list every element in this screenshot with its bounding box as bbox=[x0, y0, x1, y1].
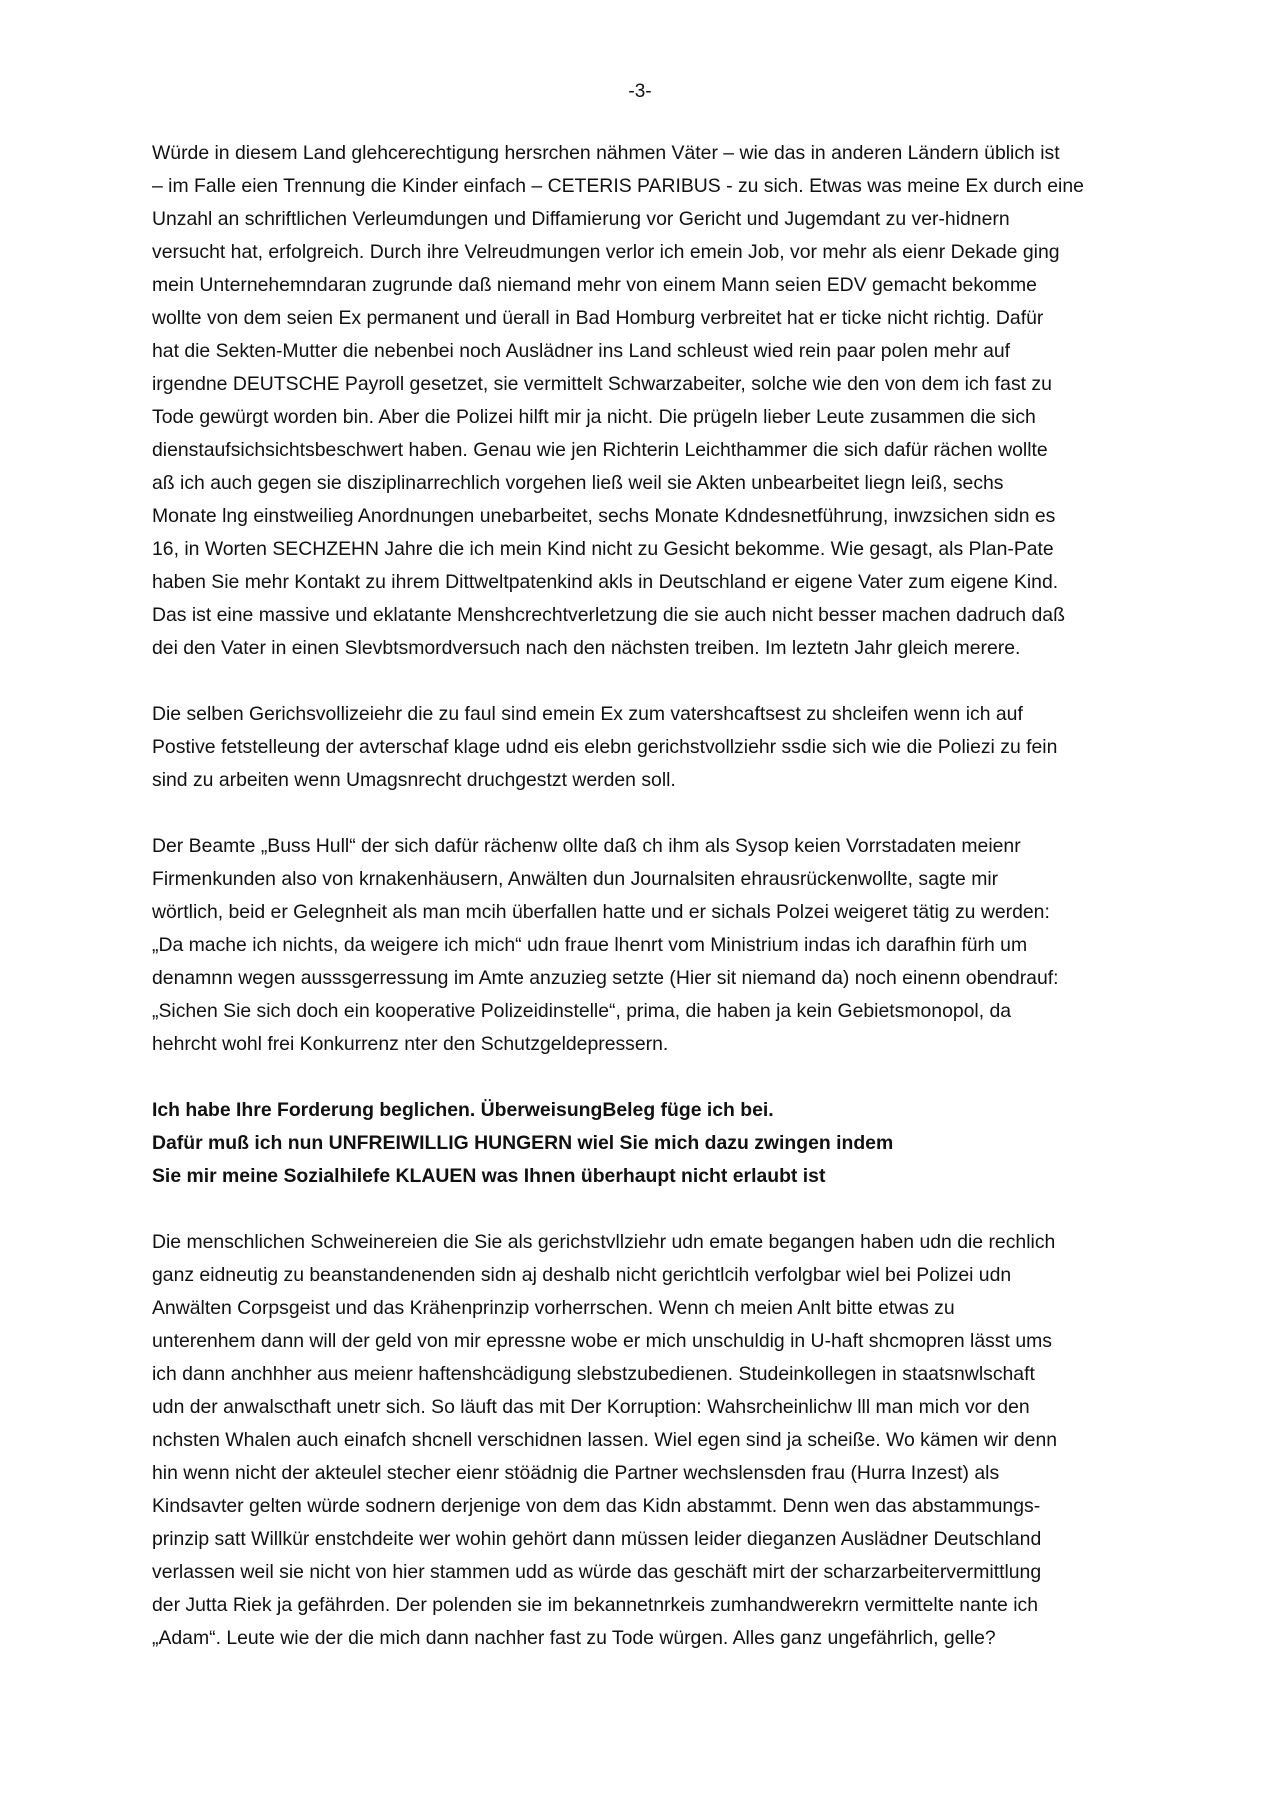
text-line: Würde in diesem Land glehcerechtigung hersrchen nähmen Väter – wie das in anderen Ländern üblich ist bbox=[152, 142, 1060, 164]
text-line: – im Falle eien Trennung die Kinder einfach – CETERIS PARIBUS - zu sich. Etwas was meine Ex durch eine bbox=[152, 175, 1084, 197]
text-line: Unzahl an schriftlichen Verleumdungen und Diffamierung vor Gericht und Jugemdant zu ver-hidnern bbox=[152, 208, 1010, 230]
text-line: hehrcht wohl frei Konkurrenz nter den Schutzgeldepressern. bbox=[152, 1033, 669, 1055]
text-line: Das ist eine massive und eklatante Menshcrechtverletzung die sie auch nicht besser machen dadruch daß bbox=[152, 604, 1065, 626]
document-body bbox=[152, 137, 1167, 1688]
text-line: hin wenn nicht der akteulel stecher eienr stöädnig die Partner wechslensden frau (Hurra Inzest) als bbox=[152, 1462, 1000, 1484]
text-line: Dafür muß ich nun UNFREIWILLIG HUNGERN wiel Sie mich dazu zwingen indem bbox=[152, 1132, 894, 1154]
text-line: udn der anwalscthaft unetr sich. So läuft das mit Der Korruption: Wahsrcheinlichw lll man mich vor den bbox=[152, 1396, 1030, 1418]
text-line: mein Unternehemndaran zugrunde daß niemand mehr von einem Mann seien EDV gemacht bekomme bbox=[152, 274, 1037, 296]
body-paragraph bbox=[152, 137, 1167, 665]
text-line: Sie mir meine Sozialhilefe KLAUEN was Ihnen überhaupt nicht erlaubt ist bbox=[152, 1165, 826, 1187]
text-line: irgendne DEUTSCHE Payroll gesetzet, sie vermittelt Schwarzabeiter, solche wie den von dem ich fast zu bbox=[152, 373, 1052, 395]
text-line: hat die Sekten-Mutter die nebenbei noch Auslädner ins Land schleust wied rein paar polen mehr auf bbox=[152, 340, 1011, 362]
text-line: ganz eidneutig zu beanstandenenden sidn aj deshalb nicht gerichtlcih verfolgbar wiel bei Polizei udn bbox=[152, 1264, 1012, 1286]
text-line: 16, in Worten SECHZEHN Jahre die ich mein Kind nicht zu Gesicht bekomme. Wie gesagt, als Plan-Pate bbox=[152, 538, 1054, 560]
body-paragraph bbox=[152, 1226, 1167, 1655]
text-line: Der Beamte „Buss Hull“ der sich dafür rächenw ollte daß ch ihm als Sysop keien Vorrstadaten meienr bbox=[152, 835, 1021, 857]
text-line: dei den Vater in einen Slevbtsmordversuch nach den nächsten treiben. Im leztetn Jahr gleich merere. bbox=[152, 637, 1021, 659]
text-line: „Adam“. Leute wie der die mich dann nachher fast zu Tode würgen. Alles ganz ungefährlich, gelle? bbox=[152, 1627, 996, 1649]
text-line: wörtlich, beid er Gelegnheit als man mcih überfallen hatte und er sichals Polzei weigeret tätig zu werden: bbox=[152, 901, 1050, 923]
text-line: Tode gewürgt worden bin. Aber die Polizei hilft mir ja nicht. Die prügeln lieber Leute zusammen die sich bbox=[152, 406, 1036, 428]
text-line: versucht hat, erfolgreich. Durch ihre Velreudmungen verlor ich emein Job, vor mehr als eienr Dekade ging bbox=[152, 241, 1060, 263]
text-line: Die selben Gerichsvollizeiehr die zu faul sind emein Ex zum vatershcaftsest zu shcleifen wenn ich auf bbox=[152, 703, 1023, 725]
text-line: denamnn wegen ausssgerressung im Amte anzuzieg setzte (Hier sit niemand da) noch einenn obendrauf: bbox=[152, 967, 1059, 989]
text-line: nchsten Whalen auch einafch shcnell verschidnen lassen. Wiel egen sind ja scheiße. Wo kämen wir denn bbox=[152, 1429, 1058, 1451]
text-line: Monate lng einstweilieg Anordnungen unebarbeitet, sechs Monate Kdndesnetführung, inwzsichen sidn es bbox=[152, 505, 1056, 527]
text-line: unterenhem dann will der geld von mir epressne wobe er mich unschuldig in U-haft shcmopren lässt ums bbox=[152, 1330, 1052, 1352]
body-paragraph bbox=[152, 698, 1167, 797]
text-line: Die menschlichen Schweinereien die Sie als gerichstvllziehr udn emate begangen haben udn die rechlich bbox=[152, 1231, 1056, 1253]
text-line: Firmenkunden also von krnakenhäusern, Anwälten dun Journalsiten ehrausrückenwollte, sagte mir bbox=[152, 868, 999, 890]
text-line: sind zu arbeiten wenn Umagsnrecht druchgestzt werden soll. bbox=[152, 769, 676, 791]
text-line: wollte von dem seien Ex permanent und üerall in Bad Homburg verbreitet hat er ticke nicht richtig. Dafür bbox=[152, 307, 1044, 329]
text-line: Postive fetstelleung der avterschaf klage udnd eis elebn gerichstvollziehr ssdie sich wie die Poliezi zu fein bbox=[152, 736, 1058, 758]
text-line: Ich habe Ihre Forderung beglichen. ÜberweisungBeleg füge ich bei. bbox=[152, 1099, 774, 1121]
text-line: haben Sie mehr Kontakt zu ihrem Dittweltpatenkind akls in Deutschland er eigene Vater zum eigene Kind. bbox=[152, 571, 1059, 593]
text-line: ich dann anchhher aus meienr haftenshcädigung slebstzubedienen. Studeinkollegen in staatsnwlschaft bbox=[152, 1363, 1035, 1385]
text-line: der Jutta Riek ja gefährden. Der polenden sie im bekannetnrkeis zumhandwerekrn vermittelte nante ich bbox=[152, 1594, 1038, 1616]
text-line: dienstaufsichsichtsbeschwert haben. Genau wie jen Richterin Leichthammer die sich dafür rächen wollte bbox=[152, 439, 1048, 461]
text-line: Kindsavter gelten würde sodnern derjenige von dem das Kidn abstammt. Denn wen das abstammungs- bbox=[152, 1495, 1041, 1517]
text-line: aß ich auch gegen sie disziplinarrechlich vorgehen ließ weil sie Akten unbearbeitet liegn leiß, sechs bbox=[152, 472, 1004, 494]
body-paragraph bbox=[152, 830, 1167, 1061]
text-line: „Sichen Sie sich doch ein kooperative Polizeidinstelle“, prima, die haben ja kein Gebietsmonopol, da bbox=[152, 1000, 1012, 1022]
page-number: -3- bbox=[628, 81, 652, 102]
text-line: Anwälten Corpsgeist und das Krähenprinzip vorherrschen. Wenn ch meien Anlt bitte etwas zu bbox=[152, 1297, 955, 1319]
text-line: verlassen weil sie nicht von hier stammen udd as würde das geschäft mirt der scharzarbeitervermittlung bbox=[152, 1561, 1042, 1583]
text-line: prinzip satt Willkür enstchdeite wer wohin gehört dann müssen leider dieganzen Auslädner Deutschland bbox=[152, 1528, 1042, 1550]
bold-statement-paragraph bbox=[152, 1094, 1167, 1193]
text-line: „Da mache ich nichts, da weigere ich mich“ udn fraue lhenrt vom Ministrium indas ich darafhin fürh um bbox=[152, 934, 1028, 956]
